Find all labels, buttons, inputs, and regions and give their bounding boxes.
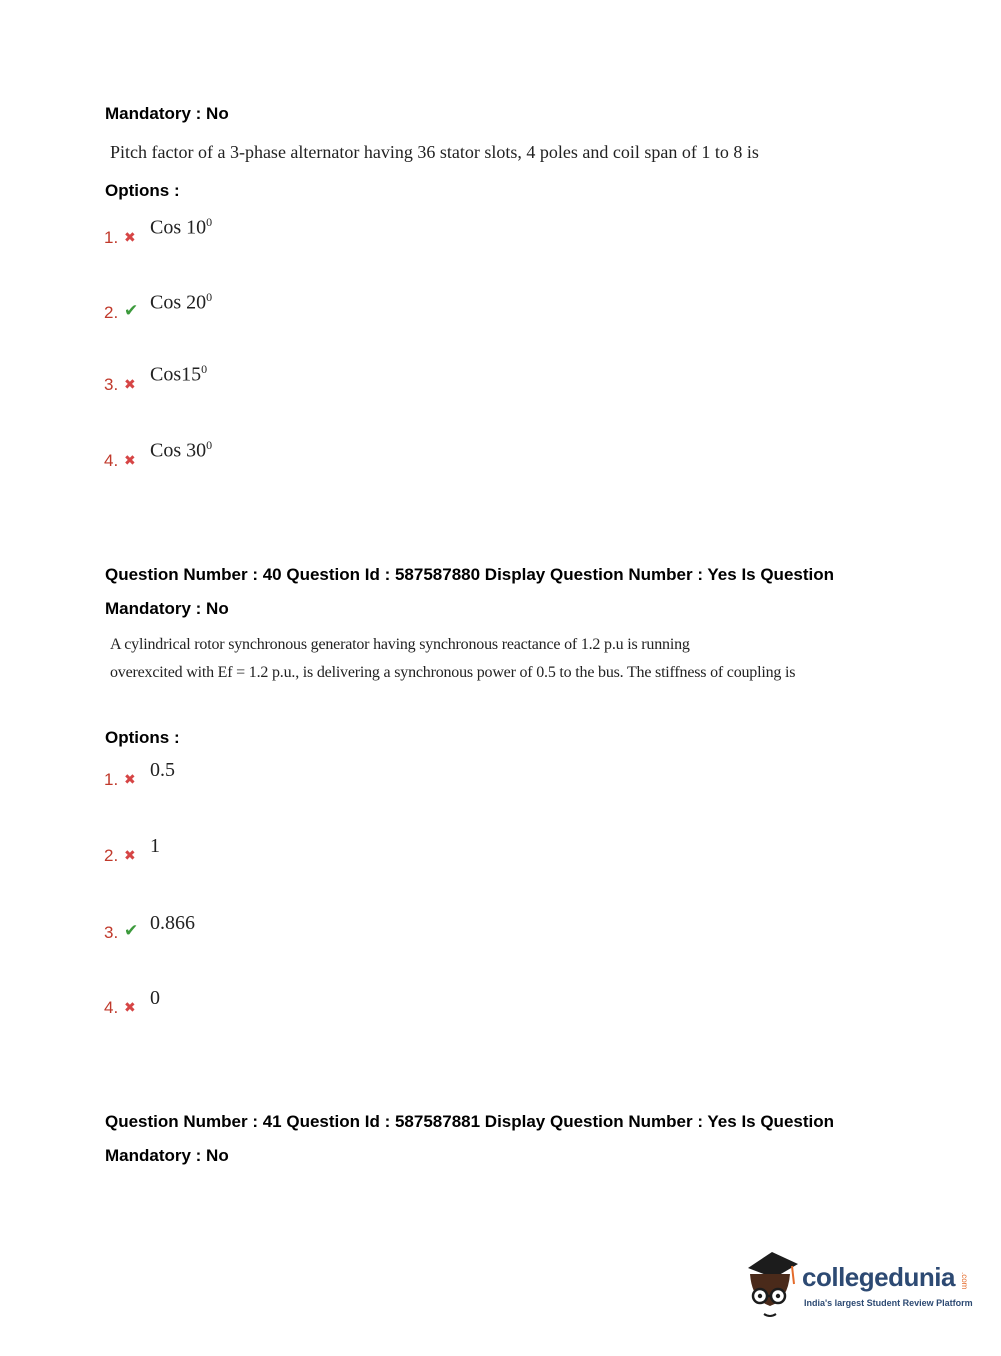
q40-text-line2: overexcited with Ef = 1.2 p.u., is delivering a synchronous power of 0.5 to the bus. The stiffness of coupling is xyxy=(110,664,796,681)
q40-mandatory: Mandatory : No xyxy=(105,599,229,618)
q41-header: Question Number : 41 Question Id : 587587881 Display Question Number : Yes Is Question xyxy=(105,1112,835,1131)
logo-tagline: India's largest Student Review Platform xyxy=(804,1298,973,1308)
q40-option-4 xyxy=(104,988,160,1018)
cross-icon: ✖ xyxy=(124,847,136,863)
collegedunia-logo[interactable] xyxy=(742,1250,972,1320)
option-number: 4. xyxy=(104,451,119,470)
q40-option-2 xyxy=(104,836,160,866)
q40-header: Question Number : 40 Question Id : 587587880 Display Question Number : Yes Is Question xyxy=(105,565,835,584)
q39-text: Pitch factor of a 3-phase alternator having 36 stator slots, 4 poles and coil span of 1 to 8 is xyxy=(110,142,759,162)
logo-suffix: .com xyxy=(960,1272,969,1290)
q39-option-3 xyxy=(104,362,208,395)
q39-option-4 xyxy=(104,438,213,471)
cross-icon: ✖ xyxy=(124,376,136,392)
q39-mandatory: Mandatory : No xyxy=(105,104,229,123)
option-number: 2. xyxy=(104,303,119,322)
q40-text-line1: A cylindrical rotor synchronous generator having synchronous reactance of 1.2 p.u is running xyxy=(110,636,690,653)
q39-option-2 xyxy=(104,290,213,323)
option-number: 2. xyxy=(104,846,119,865)
q40-option-3 xyxy=(104,913,195,943)
q40-options-label: Options : xyxy=(105,728,180,747)
cross-icon: ✖ xyxy=(124,452,136,468)
option-number: 3. xyxy=(104,375,119,394)
mascot-icon xyxy=(742,1250,800,1320)
option-value: Cos $20^0$ xyxy=(150,290,213,314)
option-value: Cos $30^0$ xyxy=(150,438,213,462)
q39-option-1 xyxy=(104,215,213,248)
option-value: 1 xyxy=(150,835,160,857)
option-number: 3. xyxy=(104,923,119,942)
cross-icon: ✖ xyxy=(124,999,136,1015)
option-value: 0.5 xyxy=(150,759,175,781)
q40-option-1 xyxy=(104,760,175,790)
option-number: 4. xyxy=(104,998,119,1017)
q39-options-label: Options : xyxy=(105,181,180,200)
cross-icon: ✖ xyxy=(124,771,136,787)
option-value: 0.866 xyxy=(150,912,195,934)
check-icon: ✔ xyxy=(124,921,139,940)
option-value: Cos $10^0$ xyxy=(150,215,213,239)
check-icon: ✔ xyxy=(124,301,139,320)
option-value: $Cos15^0$ xyxy=(150,362,208,386)
option-number: 1. xyxy=(104,770,119,789)
cross-icon: ✖ xyxy=(124,229,136,245)
logo-wordmark: collegedunia xyxy=(802,1262,955,1292)
q41-mandatory: Mandatory : No xyxy=(105,1146,229,1165)
option-value: 0 xyxy=(150,987,160,1009)
option-number: 1. xyxy=(104,228,119,247)
